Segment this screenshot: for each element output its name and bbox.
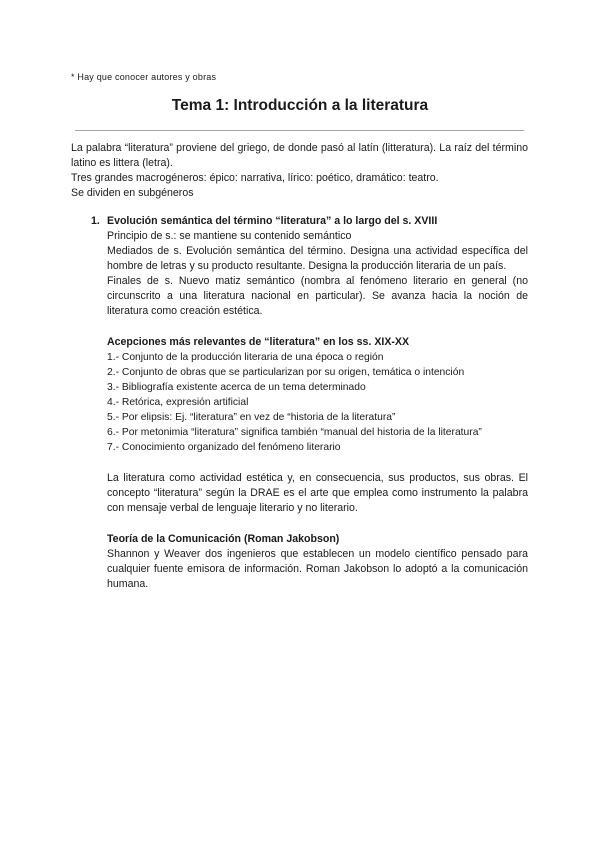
section-1-heading-text: Evolución semántica del término “literatura” a lo largo del s. XVIII	[107, 215, 438, 227]
list-item: 6.- Por metonimia “literatura” significa también “manual del historia de la literatura”	[107, 427, 482, 438]
spacer	[107, 516, 528, 532]
note-text: * Hay que conocer autores y obras	[71, 72, 217, 82]
intro-block	[71, 141, 528, 201]
acepciones-list	[107, 350, 528, 455]
teoria-paragraph: Shannon y Weaver dos ingenieros que establecen un modelo científico pensado para cualquier fuente emisora de información. Roman Jakobson lo adoptó a la comunicación humana.	[107, 548, 528, 590]
page-title: Tema 1: Introducción a la literatura	[171, 97, 429, 114]
section-1-number: 1.	[91, 215, 100, 227]
spacer	[107, 455, 528, 471]
definicion-paragraph: La literatura como actividad estética y, en consecuencia, sus productos, sus obras. El concepto “literatura” según la DRAE es el arte que emplea como instrumento la palabra con mensaje verbal de lenguaje literario y no literario.	[107, 472, 528, 514]
section-1-paragraph-2: Mediados de s. Evolución semántica del término. Designa una actividad específica del hombre de letras y su producto resultante. Designa la producción literaria de un país.	[107, 245, 528, 272]
list-item: 2.- Conjunto de obras que se particularizan por su origen, temática o intención	[107, 367, 465, 378]
section-1-paragraph-1: Principio de s.: se mantiene su contenido semántico	[107, 230, 352, 242]
list-item: 3.- Bibliografía existente acerca de un tema determinado	[107, 382, 366, 393]
list-item: 1.- Conjunto de la producción literaria de una época o región	[107, 352, 384, 363]
intro-paragraph-2: Tres grandes macrogéneros: épico: narrativa, lírico: poético, dramático: teatro.	[71, 172, 439, 184]
section-1-heading	[91, 214, 528, 229]
list-item: 5.- Por elipsis: Ej. “literatura” en vez de “historia de la literatura”	[107, 412, 396, 423]
teoria-heading: Teoría de la Comunicación (Roman Jakobson)	[107, 533, 340, 545]
spacer	[107, 319, 528, 335]
list-item: 4.- Retórica, expresión artificial	[107, 397, 249, 408]
intro-paragraph-1: La palabra “literatura” proviene del griego, de donde pasó al latín (litteratura). La raíz del término latino es littera (letra).	[71, 142, 528, 169]
section-1-body	[91, 229, 528, 592]
main-section	[91, 214, 528, 592]
intro-paragraph-3: Se dividen en subgéneros	[71, 187, 194, 199]
section-1-paragraph-3: Finales de s. Nuevo matiz semántico (nombra al fenómeno literario en general (no circunscrito a una literatura nacional en particular). Se avanza hacia la noción de literatura como creación estética.	[107, 275, 528, 317]
list-item: 7.- Conocimiento organizado del fenómeno literario	[107, 442, 341, 453]
acepciones-heading: Acepciones más relevantes de “literatura” en los ss. XIX-XX	[107, 336, 410, 348]
title-divider	[75, 130, 524, 131]
